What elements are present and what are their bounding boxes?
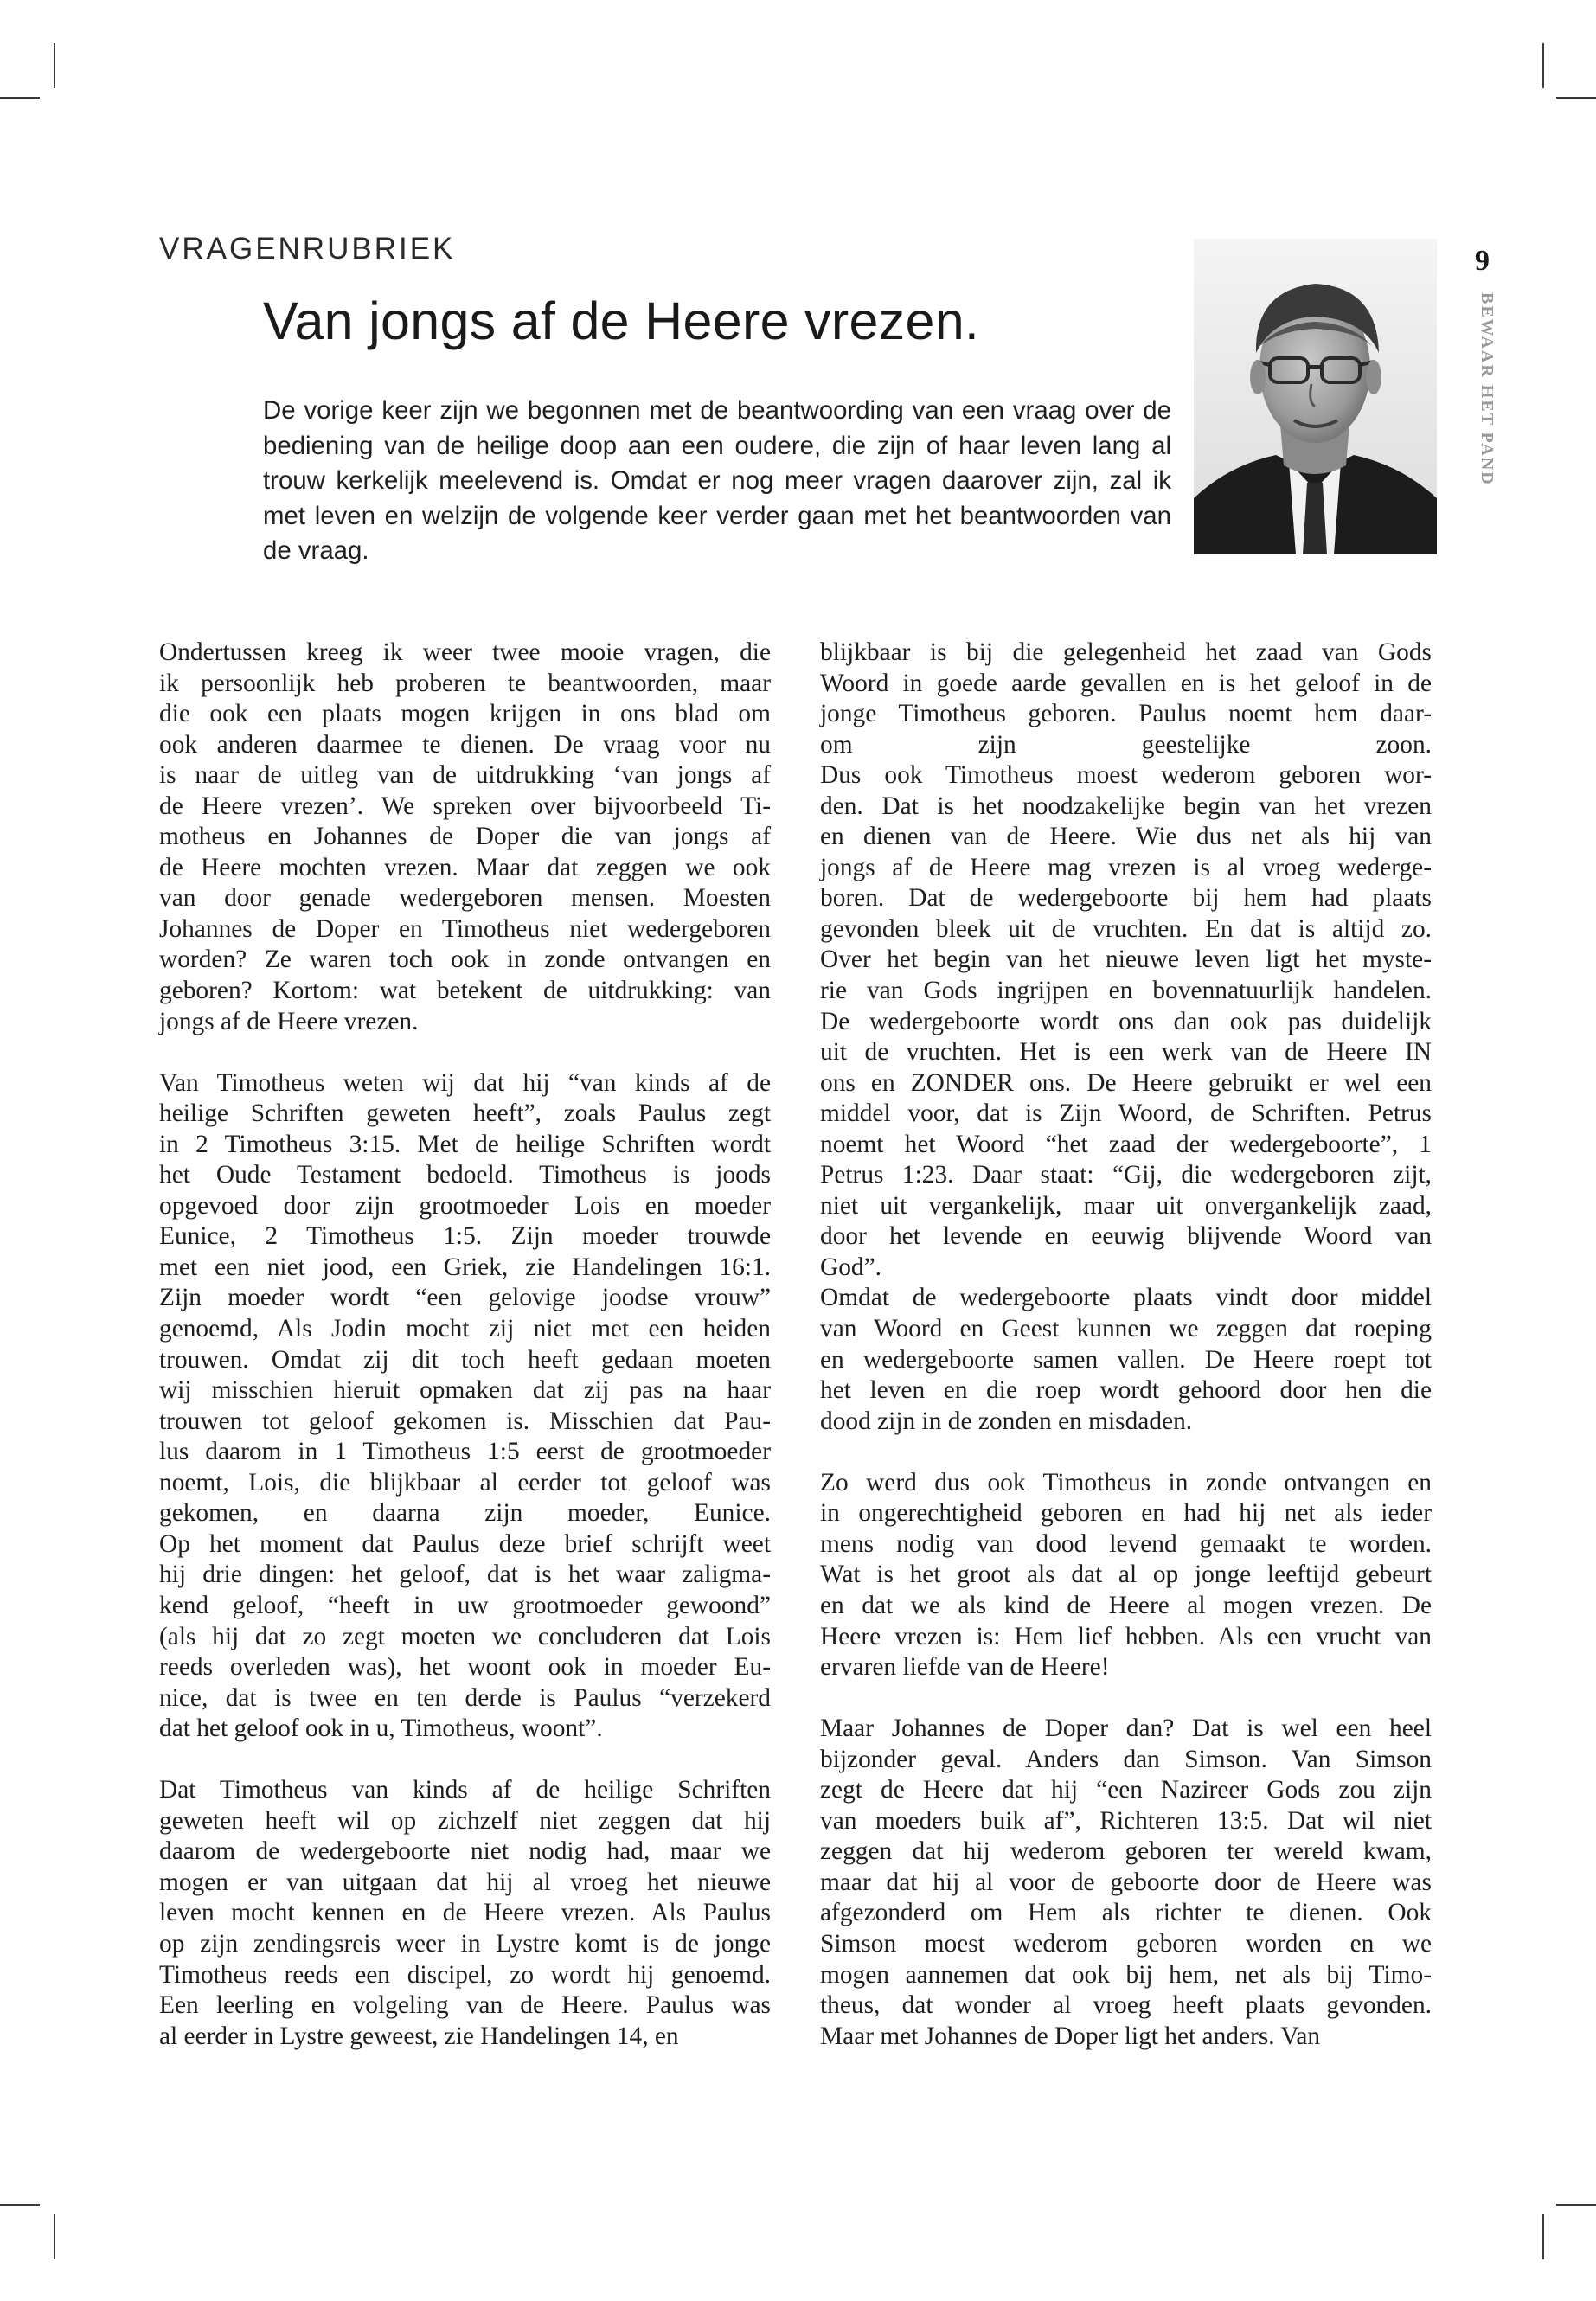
text-line: afgezonderd om Hem als richter te dienen. Ook (820, 1899, 1432, 1927)
text-line: dood zijn in de zonden en misdaden. (820, 1407, 1193, 1435)
text-line: Maar met Johannes de Doper ligt het anders. Van (820, 2022, 1321, 2050)
text-line: Zo werd dus ook Timotheus in zonde ontvangen en (820, 1468, 1432, 1497)
text-line: zegt de Heere dat hij “een Nazireer Gods zou zijn (820, 1776, 1432, 1804)
section-label: VRAGENRUBRIEK (159, 232, 456, 266)
article-column-right (820, 638, 1432, 2052)
text-line: trouwen. Omdat zij dit toch heeft gedaan moeten (159, 1345, 771, 1374)
page-number: 9 (1475, 245, 1490, 277)
text-line: nice, dat is twee en ten derde is Paulus “verzekerd (159, 1683, 771, 1712)
text-line: den. Dat is het noodzakelijke begin van het vrezen (820, 792, 1432, 820)
text-line: Een leerling en volgeling van de Heere. Paulus was (159, 1991, 771, 2020)
text-line: gekomen, en daarna zijn moeder, Eunice. (159, 1499, 771, 1528)
paragraph-gap (820, 1683, 1432, 1715)
text-line: al eerder in Lystre geweest, zie Handelingen 14, en (159, 2022, 679, 2050)
text-line: wij misschien hieruit opmaken dat zij pas na haar (159, 1376, 771, 1405)
text-line: van door genade wedergeboren mensen. Moesten (159, 884, 771, 913)
text-line: gevonden bleek uit de vruchten. En dat is altijd zo. (820, 914, 1432, 943)
text-line: het Oude Testament bedoeld. Timotheus is joods (159, 1161, 771, 1189)
crop-mark (1542, 2214, 1544, 2259)
crop-mark (54, 2214, 55, 2259)
text-line: reeds overleden was), het woont ook in moeder Eu- (159, 1653, 771, 1682)
text-line: rie van Gods ingrijpen en bovennatuurlijk handelen. (820, 977, 1432, 1005)
crop-mark (0, 2204, 40, 2206)
text-line: ik persoonlijk heb proberen te beantwoorden, maar (159, 669, 771, 697)
text-line: geboren? Kortom: wat betekent de uitdrukking: van (159, 977, 771, 1005)
text-line: heilige Schriften geweten heeft”, zoals Paulus zegt (159, 1099, 771, 1128)
text-line: Dat Timotheus van kinds af de heilige Schriften (159, 1776, 771, 1804)
text-line: jonge Timotheus geboren. Paulus noemt hem daar- (820, 700, 1432, 728)
text-line: in 2 Timotheus 3:15. Met de heilige Schriften wordt (159, 1130, 771, 1158)
text-line: leven mocht kennen en de Heere vrezen. Als Paulus (159, 1899, 771, 1927)
text-line: trouwen tot geloof gekomen is. Misschien dat Pau- (159, 1407, 771, 1435)
text-line: motheus en Johannes de Doper die van jongs af (159, 823, 771, 851)
text-line: van Woord en Geest kunnen we zeggen dat roeping (820, 1315, 1432, 1343)
text-line: Ondertussen kreeg ik weer twee mooie vragen, die (159, 638, 771, 666)
text-line: lus daarom in 1 Timotheus 1:5 eerst de grootmoeder (159, 1438, 771, 1466)
paragraph-gap (159, 1037, 771, 1068)
text-line: en dat we als kind de Heere al mogen vrezen. De (820, 1591, 1432, 1619)
text-line: Woord in goede aarde gevallen en is het geloof in de (820, 669, 1432, 697)
text-line: Timotheus reeds een discipel, zo wordt hij genoemd. (159, 1960, 771, 1989)
text-line: Heere vrezen is: Hem lief hebben. Als een vrucht van (820, 1622, 1432, 1650)
text-line: niet uit vergankelijk, maar uit onvergankelijk zaad, (820, 1191, 1432, 1220)
text-line: en wedergeboorte samen vallen. De Heere roept tot (820, 1345, 1432, 1374)
text-line: jongs af de Heere vrezen. (159, 1007, 419, 1035)
text-line: blijkbaar is bij die gelegenheid het zaad van Gods (820, 638, 1432, 666)
crop-mark (0, 97, 40, 99)
text-line: Zijn moeder wordt “een gelovige joodse vrouw” (159, 1284, 771, 1312)
text-line: dat het geloof ook in u, Timotheus, woont”. (159, 1715, 603, 1743)
text-line: mogen aannemen dat ook bij hem, net als bij Timo- (820, 1960, 1432, 1989)
text-line: het leven en die roep wordt gehoord door hen die (820, 1376, 1432, 1405)
text-line: kend geloof, “heeft in uw grootmoeder gewoond” (159, 1591, 771, 1619)
text-line: zeggen dat hij wederom geboren ter wereld kwam, (820, 1837, 1432, 1866)
text-line: Op het moment dat Paulus deze brief schrijft weet (159, 1529, 771, 1558)
text-line: jongs af de Heere mag vrezen is al vroeg wederge- (820, 853, 1432, 881)
text-line: Simson moest wederom geboren worden en we (820, 1929, 1432, 1958)
author-portrait (1194, 239, 1437, 554)
text-line: opgevoed door zijn grootmoeder Lois en moeder (159, 1191, 771, 1220)
text-line: middel voor, dat is Zijn Woord, de Schriften. Petrus (820, 1099, 1432, 1128)
paragraph-gap (820, 1437, 1432, 1468)
intro-paragraph: De vorige keer zijn we begonnen met de beantwoording van een vraag over de bediening van de heilige doop aan een oudere, die zijn of haar leven lang al trouw kerkelijk meelevend is. Omdat er nog meer vragen daarover zijn, zal ik met leven en welzijn de volgende keer verder gaan met het beantwoorden van de vraag. (263, 396, 1171, 565)
text-line: bijzonder geval. Anders dan Simson. Van Simson (820, 1745, 1432, 1773)
text-line: op zijn zendingsreis weer in Lystre komt is de jonge (159, 1929, 771, 1958)
text-line: (als hij dat zo zegt moeten we concluderen dat Lois (159, 1622, 771, 1650)
text-line: ons en ZONDER ons. De Heere gebruikt er wel een (820, 1068, 1432, 1097)
text-line: God”. (820, 1253, 882, 1281)
text-line: mens nodig van dood levend gemaakt te worden. (820, 1529, 1432, 1558)
running-head-text: BEWAAR HET PAND (1477, 292, 1497, 486)
text-line: Over het begin van het nieuwe leven ligt het myste- (820, 945, 1432, 974)
text-line: Van Timotheus weten wij dat hij “van kinds af de (159, 1068, 771, 1097)
text-line: daarom de wedergeboorte niet nodig had, maar we (159, 1837, 771, 1866)
text-line: de Heere mochten vrezen. Maar dat zeggen we ook (159, 853, 771, 881)
text-line: om zijn geestelijke zoon. (820, 730, 1432, 759)
text-line: ook anderen daarmee te dienen. De vraag voor nu (159, 730, 771, 759)
text-line: Eunice, 2 Timotheus 1:5. Zijn moeder trouwde (159, 1222, 771, 1251)
text-line: noemt, Lois, die blijkbaar al eerder tot geloof was (159, 1468, 771, 1497)
text-line: Johannes de Doper en Timotheus niet wedergeboren (159, 914, 771, 943)
crop-mark (54, 43, 55, 88)
text-line: worden? Ze waren toch ook in zonde ontvangen en (159, 945, 771, 974)
text-line: Petrus 1:23. Daar staat: “Gij, die wedergeboren zijt, (820, 1161, 1432, 1189)
text-line: genoemd, Als Jodin mocht zij niet met een heiden (159, 1315, 771, 1343)
text-line: Wat is het groot als dat al op jonge leeftijd gebeurt (820, 1561, 1432, 1589)
crop-mark (1556, 97, 1596, 99)
text-line: maar dat hij al voor de geboorte door de Heere was (820, 1868, 1432, 1896)
article-title: Van jongs af de Heere vrezen. (263, 292, 980, 350)
text-line: geweten heeft wil op zichzelf niet zeggen dat hij (159, 1806, 771, 1835)
text-line: mogen er van uitgaan dat hij al vroeg het nieuwe (159, 1868, 771, 1896)
text-line: ervaren liefde van de Heere! (820, 1653, 1110, 1682)
text-line: Omdat de wedergeboorte plaats vindt door middel (820, 1284, 1432, 1312)
text-line: in ongerechtigheid geboren en had hij net als ieder (820, 1499, 1432, 1528)
text-line: met een niet jood, een Griek, zie Handelingen 16:1. (159, 1253, 771, 1281)
text-line: en dienen van de Heere. Wie dus net als hij van (820, 823, 1432, 851)
text-line: van moeders buik af”, Richteren 13:5. Dat wil niet (820, 1806, 1432, 1835)
text-line: door het levende en eeuwig blijvende Woord van (820, 1222, 1432, 1251)
text-line: Dus ook Timotheus moest wederom geboren wor- (820, 761, 1432, 790)
text-line: noemt het Woord “het zaad der wedergeboorte”, 1 (820, 1130, 1432, 1158)
text-line: Maar Johannes de Doper dan? Dat is wel een heel (820, 1715, 1432, 1743)
running-head (1471, 292, 1502, 500)
crop-mark (1556, 2204, 1596, 2206)
text-line: De wedergeboorte wordt ons dan ook pas duidelijk (820, 1007, 1432, 1035)
text-line: hij drie dingen: het geloof, dat is het waar zaligma- (159, 1561, 771, 1589)
text-line: de Heere vrezen’. We spreken over bijvoorbeeld Ti- (159, 792, 771, 820)
text-line: die ook een plaats mogen krijgen in ons blad om (159, 700, 771, 728)
paragraph-gap (159, 1745, 771, 1776)
article-column-left (159, 638, 771, 2052)
text-line: theus, dat wonder al vroeg heeft plaats gevonden. (820, 1991, 1432, 2020)
text-line: uit de vruchten. Het is een werk van de Heere IN (820, 1038, 1432, 1067)
text-line: boren. Dat de wedergeboorte bij hem had plaats (820, 884, 1432, 913)
text-line: is naar de uitleg van de uitdrukking ‘van jongs af (159, 761, 771, 790)
crop-mark (1542, 43, 1544, 88)
